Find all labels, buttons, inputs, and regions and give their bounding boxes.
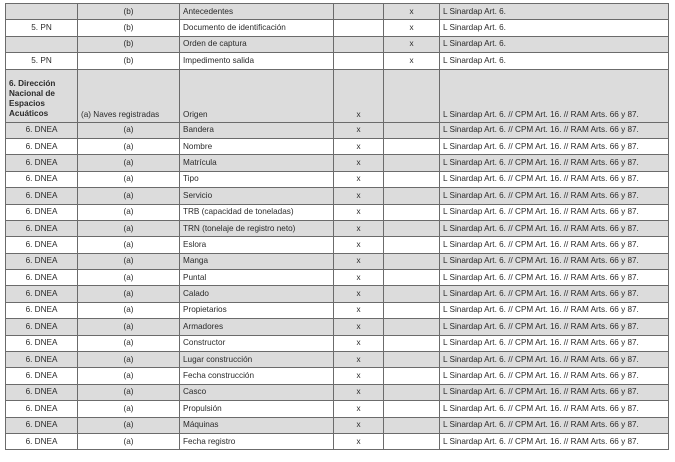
letter-cell: (a) [78,188,180,204]
field-cell: Propietarios [180,302,334,318]
area-cell [6,36,78,52]
mark2-cell: x [384,20,440,36]
mark-cell: x [334,286,384,302]
mark2-cell [384,319,440,335]
mark-cell: x [334,155,384,171]
letter-cell: (a) [78,237,180,253]
mark-cell: x [334,319,384,335]
table-row [6,368,669,384]
area-cell: 6. DNEA [6,171,78,187]
field-cell: Orden de captura [180,36,334,52]
table-row [6,20,669,36]
mark2-cell [384,138,440,154]
letter-cell: (a) [78,302,180,318]
mark-cell: x [334,417,384,433]
letter-cell: (a) [78,122,180,138]
mark2-cell [384,122,440,138]
mark2-cell [384,335,440,351]
mark2-cell [384,188,440,204]
mark2-cell [384,270,440,286]
reference-cell: L Sinardap Art. 6. // CPM Art. 16. // RAM Arts. 66 y 87. [440,122,669,138]
letter-cell: (a) [78,155,180,171]
mark-cell: x [334,138,384,154]
area-cell [6,4,78,20]
reference-cell: L Sinardap Art. 6. [440,4,669,20]
mark-cell: x [334,384,384,400]
reference-cell: L Sinardap Art. 6. // CPM Art. 16. // RAM Arts. 66 y 87. [440,253,669,269]
field-cell: Tipo [180,171,334,187]
area-cell: 6. DNEA [6,220,78,236]
area-cell: 6. DNEA [6,138,78,154]
letter-cell: (b) [78,4,180,20]
reference-cell: L Sinardap Art. 6. // CPM Art. 16. // RAM Arts. 66 y 87. [440,270,669,286]
mark-cell: x [334,302,384,318]
area-cell: 6. DNEA [6,433,78,449]
reference-cell: L Sinardap Art. 6. // CPM Art. 16. // RAM Arts. 66 y 87. [440,384,669,400]
letter-cell: (a) [78,384,180,400]
area-cell: 6. DNEA [6,237,78,253]
table-row [6,417,669,433]
table-row [6,237,669,253]
mark-cell: x [334,253,384,269]
mark-cell: x [334,401,384,417]
field-cell: Calado [180,286,334,302]
reference-cell: L Sinardap Art. 6. // CPM Art. 16. // RAM Arts. 66 y 87. [440,171,669,187]
field-cell: TRN (tonelaje de registro neto) [180,220,334,236]
mark2-cell [384,155,440,171]
mark-cell: x [334,433,384,449]
section-header-row [6,69,669,122]
field-cell: Matrícula [180,155,334,171]
table-row [6,335,669,351]
mark-cell: x [334,204,384,220]
mark-cell: x [334,237,384,253]
area-cell: 6. DNEA [6,302,78,318]
area-cell: 6. DNEA [6,253,78,269]
mark-cell [334,4,384,20]
area-cell: 6. DNEA [6,319,78,335]
mark-cell: x [334,171,384,187]
letter-cell: (a) [78,352,180,368]
field-cell: TRB (capacidad de toneladas) [180,204,334,220]
area-cell: 6. DNEA [6,384,78,400]
mark-cell: x [334,188,384,204]
table-row [6,384,669,400]
reference-cell: L Sinardap Art. 6. // CPM Art. 16. // RAM Arts. 66 y 87. [440,417,669,433]
table-section-dnea [6,122,669,450]
mark-cell [334,53,384,69]
mark2-cell [384,204,440,220]
letter-cell: (a) [78,368,180,384]
area-cell: 6. DNEA [6,155,78,171]
table-row [6,270,669,286]
field-cell: Máquinas [180,417,334,433]
mark2-cell [384,433,440,449]
letter-cell: (a) [78,286,180,302]
area-cell: 6. DNEA [6,368,78,384]
field-cell: Casco [180,384,334,400]
field-cell: Manga [180,253,334,269]
table-row [6,171,669,187]
mark-cell: x [334,368,384,384]
reference-cell: L Sinardap Art. 6. // CPM Art. 16. // RAM Arts. 66 y 87. [440,433,669,449]
table-section-header-dnea [6,69,669,122]
reference-cell: L Sinardap Art. 6. [440,20,669,36]
table-row [6,188,669,204]
mark2-cell [384,384,440,400]
mark-cell [334,20,384,36]
mark2-cell [384,352,440,368]
area-cell: 6. DNEA [6,401,78,417]
field-cell: Documento de identificación [180,20,334,36]
letter-cell: (a) [78,270,180,286]
field-cell: Eslora [180,237,334,253]
area-cell: 5. PN [6,53,78,69]
reference-cell: L Sinardap Art. 6. // CPM Art. 16. // RAM Arts. 66 y 87. [440,188,669,204]
section-ref-cell: L Sinardap Art. 6. // CPM Art. 16. // RAM Arts. 66 y 87. [440,69,669,122]
letter-cell: (b) [78,20,180,36]
field-cell: Servicio [180,188,334,204]
area-cell: 6. DNEA [6,286,78,302]
letter-cell: (b) [78,36,180,52]
table-row [6,401,669,417]
letter-cell: (a) [78,417,180,433]
area-cell: 5. PN [6,20,78,36]
table-row [6,36,669,52]
reference-cell: L Sinardap Art. 6. [440,53,669,69]
section-mark-cell: x [334,69,384,122]
mark2-cell [384,401,440,417]
reference-cell: L Sinardap Art. 6. // CPM Art. 16. // RAM Arts. 66 y 87. [440,352,669,368]
table-row [6,352,669,368]
table-row [6,433,669,449]
area-cell: 6. DNEA [6,188,78,204]
mark-cell: x [334,220,384,236]
reference-cell: L Sinardap Art. 6. // CPM Art. 16. // RAM Arts. 66 y 87. [440,368,669,384]
letter-cell: (a) [78,401,180,417]
field-cell: Bandera [180,122,334,138]
letter-cell: (a) [78,220,180,236]
reference-cell: L Sinardap Art. 6. // CPM Art. 16. // RAM Arts. 66 y 87. [440,237,669,253]
mark2-cell [384,220,440,236]
table-row [6,302,669,318]
field-cell: Puntal [180,270,334,286]
mark-cell [334,36,384,52]
area-cell: 6. DNEA [6,270,78,286]
section-mark2-cell [384,69,440,122]
reference-cell: L Sinardap Art. 6. // CPM Art. 16. // RAM Arts. 66 y 87. [440,204,669,220]
mark-cell: x [334,335,384,351]
field-cell: Constructor [180,335,334,351]
table-row [6,319,669,335]
mark-cell: x [334,270,384,286]
field-cell: Fecha construcción [180,368,334,384]
area-cell: 6. DNEA [6,352,78,368]
area-cell: 6. DNEA [6,335,78,351]
field-cell: Fecha registro [180,433,334,449]
table-row [6,122,669,138]
reference-cell: L Sinardap Art. 6. // CPM Art. 16. // RAM Arts. 66 y 87. [440,302,669,318]
table-row [6,53,669,69]
field-cell: Lugar construcción [180,352,334,368]
section-field-cell: Origen [180,69,334,122]
reference-cell: L Sinardap Art. 6. // CPM Art. 16. // RAM Arts. 66 y 87. [440,401,669,417]
mark2-cell: x [384,36,440,52]
letter-cell: (a) [78,433,180,449]
mark2-cell [384,368,440,384]
mark2-cell [384,286,440,302]
field-cell: Nombre [180,138,334,154]
table-row [6,4,669,20]
field-cell: Armadores [180,319,334,335]
mark2-cell [384,302,440,318]
table-row [6,155,669,171]
letter-cell: (a) [78,319,180,335]
letter-cell: (a) [78,204,180,220]
table-row [6,220,669,236]
mark2-cell [384,417,440,433]
table-row [6,138,669,154]
area-cell: 6. DNEA [6,204,78,220]
letter-cell: (a) [78,253,180,269]
table-section-pn [6,4,669,70]
reference-cell: L Sinardap Art. 6. // CPM Art. 16. // RAM Arts. 66 y 87. [440,138,669,154]
mark2-cell [384,171,440,187]
table-row [6,204,669,220]
table-row [6,286,669,302]
section-letter-cell: (a) Naves registradas [78,69,180,122]
mark-cell: x [334,122,384,138]
mark-cell: x [334,352,384,368]
table-row [6,253,669,269]
letter-cell: (a) [78,335,180,351]
field-cell: Impedimento salida [180,53,334,69]
letter-cell: (a) [78,138,180,154]
area-cell: 6. DNEA [6,122,78,138]
reference-cell: L Sinardap Art. 6. // CPM Art. 16. // RAM Arts. 66 y 87. [440,220,669,236]
mark2-cell: x [384,53,440,69]
mark2-cell: x [384,4,440,20]
letter-cell: (b) [78,53,180,69]
letter-cell: (a) [78,171,180,187]
section-area-cell: 6. Dirección Nacional de Espacios Acuáticos [6,69,78,122]
data-registry-table [5,3,669,450]
reference-cell: L Sinardap Art. 6. // CPM Art. 16. // RAM Arts. 66 y 87. [440,319,669,335]
reference-cell: L Sinardap Art. 6. [440,36,669,52]
field-cell: Antecedentes [180,4,334,20]
field-cell: Propulsión [180,401,334,417]
reference-cell: L Sinardap Art. 6. // CPM Art. 16. // RAM Arts. 66 y 87. [440,335,669,351]
reference-cell: L Sinardap Art. 6. // CPM Art. 16. // RAM Arts. 66 y 87. [440,286,669,302]
area-cell: 6. DNEA [6,417,78,433]
mark2-cell [384,237,440,253]
mark2-cell [384,253,440,269]
reference-cell: L Sinardap Art. 6. // CPM Art. 16. // RAM Arts. 66 y 87. [440,155,669,171]
